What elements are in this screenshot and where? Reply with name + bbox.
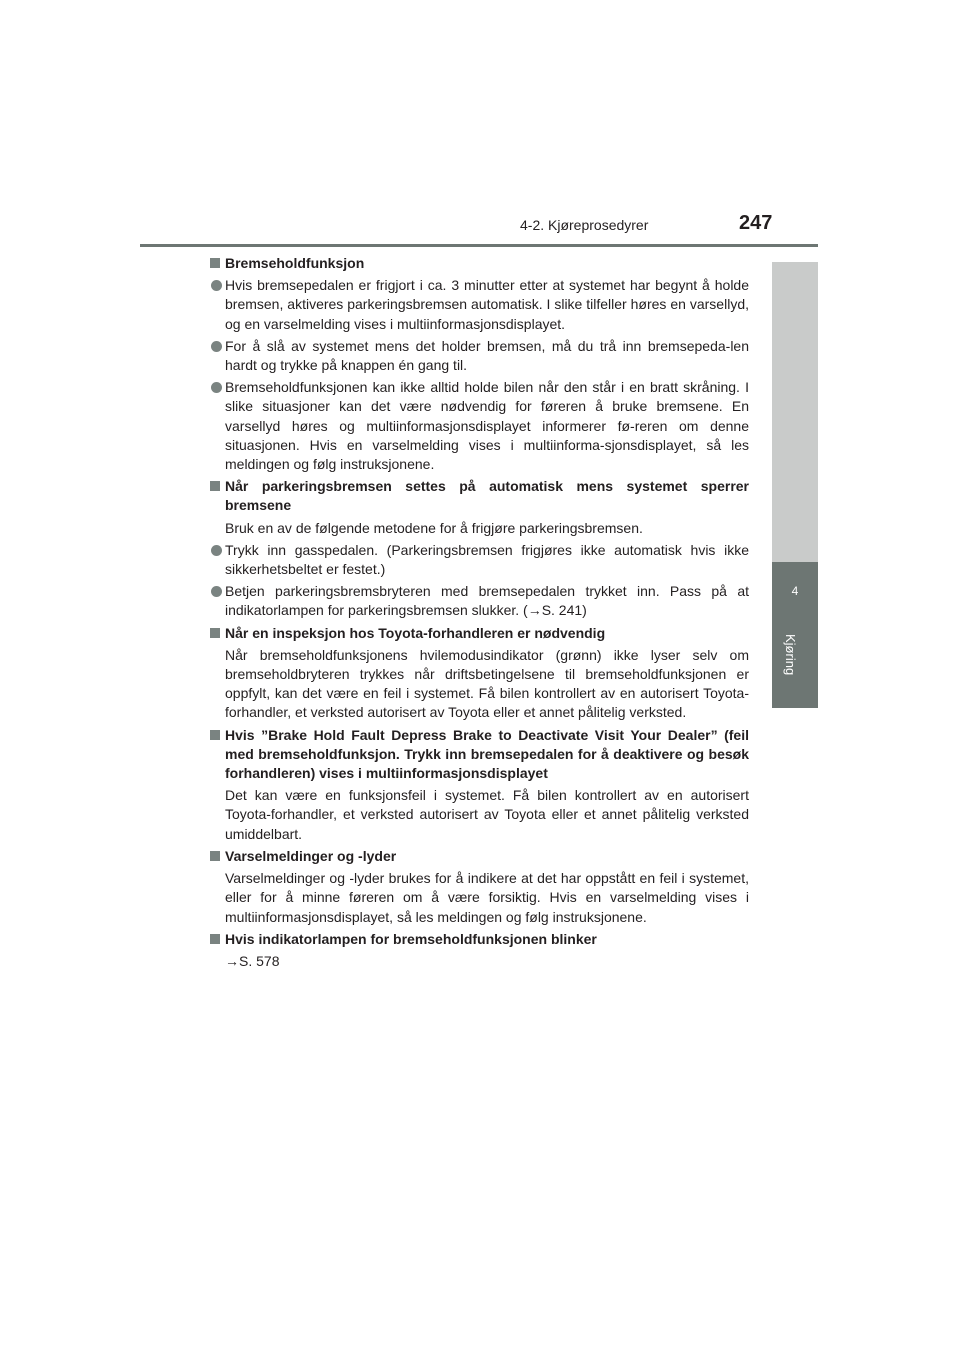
page-number: 247: [739, 212, 773, 234]
list-item-text: For å slå av systemet mens det holder bremsen, må du trå inn bremsepeda-len hardt og trykke på knappen én gang til.: [225, 337, 749, 374]
round-bullet-icon: [211, 382, 222, 393]
chapter-tab: [772, 562, 818, 708]
page-reference-link[interactable]: →S. 578: [225, 952, 280, 969]
heading-text: Varselmeldinger og -lyder: [225, 847, 397, 864]
heading-text: Bremseholdfunksjon: [225, 255, 365, 271]
paragraph: Varselmeldinger og -lyder brukes for å indikere at det har oppstått en feil i systemet, eller for å minne føreren om å være forsiktig. Hvis en varselmelding vises i multiinformasjonsdisplayet, så les meldingen og følg instruksjonene.: [225, 870, 749, 925]
section-heading: [210, 726, 749, 784]
paragraph: Bruk en av de følgende metodene for å frigjøre parkeringsbremsen.: [225, 519, 643, 536]
round-bullet-icon: [211, 280, 222, 291]
paragraph: Når bremseholdfunksjonens hvilemodusindikator (grønn) ikke lyser selv om bremseholdbryteren trykkes når driftsbetingelsene til bremseholdfunksjonen er oppfylt, kan det være en feil i systemet. Få bilen kontrollert av en autorisert Toyota-forhandler, et verksted autorisert av Toyota eller et annet pålitelig verksted.: [225, 646, 749, 721]
section-heading: [210, 624, 749, 643]
heading-text: Når parkeringsbremsen settes på automatisk mens systemet sperrer bremsene: [225, 478, 749, 514]
chapter-number: 4: [791, 584, 799, 598]
list-item-text: Hvis bremsepedalen er frigjort i ca. 3 minutter etter at systemet har begynt å holde bremsen, aktiveres parkeringsbremsen automatisk. I slike tilfeller høres en varsellyd, og en varselmelding vises i multiinformasjonsdisplayet.: [225, 277, 749, 332]
square-bullet-icon: [210, 934, 220, 944]
side-tab-strip: [772, 262, 818, 562]
page-content: [210, 254, 749, 971]
section-heading: [210, 930, 749, 949]
list-item: [210, 276, 749, 334]
heading-text: Hvis ”Brake Hold Fault Depress Brake to Deactivate Visit Your Dealer” (feil med bremseholdfunksjon. Trykk inn bremsepedalen for å deaktivere og besøk forhandleren) vises i multiinformasjonsdisplayet: [225, 726, 749, 782]
square-bullet-icon: [210, 730, 220, 740]
round-bullet-icon: [211, 586, 222, 597]
list-item: [210, 541, 749, 579]
section-heading: [210, 477, 749, 515]
chapter-label: Kjøring: [783, 634, 798, 676]
square-bullet-icon: [210, 481, 220, 491]
list-item-text: Betjen parkeringsbremsbryteren med bremsepedalen trykket inn. Pass på at indikatorlampen for parkeringsbremsen slukker. (→S. 241): [225, 583, 749, 619]
list-item: [210, 582, 749, 620]
round-bullet-icon: [211, 341, 222, 352]
section-heading: [210, 847, 749, 866]
list-item-text: Bremseholdfunksjonen kan ikke alltid holde bilen når den står i en bratt skråning. I slike situasjoner kan det være nødvendig for føreren å bruke bremsene. En varsellyd høres og multiinformasjonsdisplayet informerer fø-reren om denne situasjonen. Hvis en varselmelding vises i multiinforma-sjonsdisplayet, så les meldingen og følg instruksjonene.: [225, 379, 749, 473]
list-item: [210, 378, 749, 474]
square-bullet-icon: [210, 258, 220, 268]
header-section-title: 4-2. Kjøreprosedyrer: [520, 217, 649, 233]
section-heading: [210, 254, 749, 273]
list-item-text: Trykk inn gasspedalen. (Parkeringsbremsen frigjøres ikke automatisk hvis ikke sikkerhetsbeltet er festet.): [225, 541, 749, 578]
heading-text: Når en inspeksjon hos Toyota-forhandleren er nødvendig: [225, 624, 606, 641]
square-bullet-icon: [210, 628, 220, 638]
round-bullet-icon: [211, 545, 222, 556]
square-bullet-icon: [210, 851, 220, 861]
paragraph: Det kan være en funksjonsfeil i systemet. Få bilen kontrollert av en autorisert Toyota-forhandler, et verksted autorisert av Toyota eller et annet pålitelig verksted umiddelbart.: [225, 787, 749, 842]
heading-text: Hvis indikatorlampen for bremseholdfunksjonen blinker: [225, 930, 597, 947]
list-item: [210, 337, 749, 375]
header-rule: [140, 244, 818, 247]
